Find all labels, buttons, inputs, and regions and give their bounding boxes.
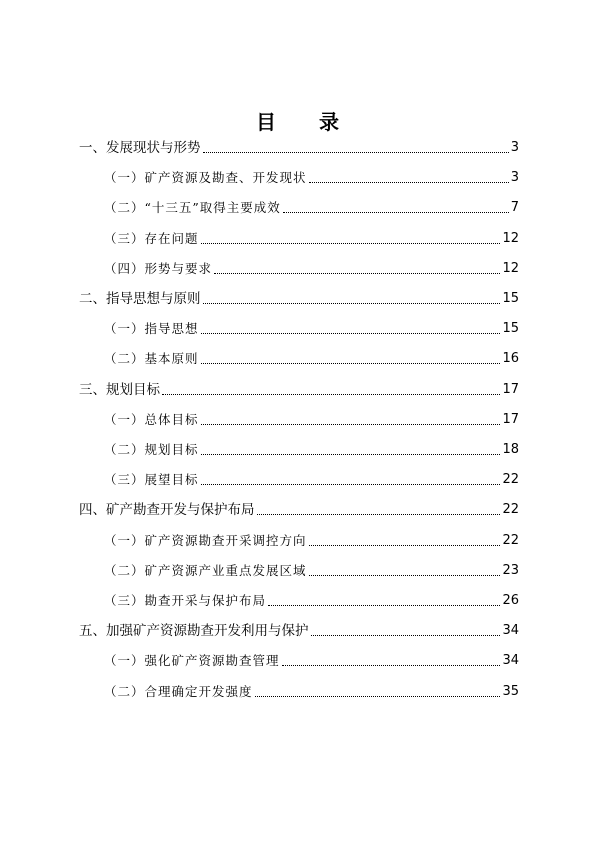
toc-page-number: 34: [502, 623, 519, 639]
toc-entry-title: （二）合理确定开发强度: [104, 683, 253, 699]
toc-page-number: 17: [502, 411, 519, 427]
toc-dot-leader: [201, 363, 501, 364]
toc-dot-leader: [162, 394, 500, 395]
toc-entry-title: 一、发展现状与形势: [79, 140, 201, 156]
toc-page-number: 34: [502, 653, 519, 669]
toc-dot-leader: [309, 182, 509, 183]
toc-subsection-entry[interactable]: [104, 168, 519, 188]
toc-dot-leader: [268, 605, 500, 606]
toc-page-number: 18: [502, 442, 519, 457]
toc-page-number: 7: [510, 200, 519, 216]
toc-entry-title: 二、指导思想与原则: [79, 291, 201, 307]
toc-page-number: 16: [502, 351, 519, 367]
toc-page-number: 15: [502, 321, 519, 337]
toc-entry-title: （三）存在问题: [104, 230, 199, 246]
page-title: 目 录: [256, 110, 357, 134]
toc-entry-title: （一）矿产资源勘查开采调控方向: [104, 532, 307, 548]
toc-entry-title: 五、加强矿产资源勘查开发利用与保护: [79, 623, 309, 640]
toc-section-entry[interactable]: [79, 500, 519, 520]
toc-subsection-entry[interactable]: [104, 682, 519, 702]
toc-subsection-entry[interactable]: [104, 229, 519, 249]
toc-subsection-entry[interactable]: [104, 440, 519, 460]
toc-section-entry[interactable]: [79, 621, 519, 641]
toc-subsection-entry[interactable]: [104, 591, 519, 611]
toc-entry-title: （一）强化矿产资源勘查管理: [104, 653, 280, 669]
toc-dot-leader: [309, 575, 501, 576]
toc-subsection-entry[interactable]: [104, 470, 519, 490]
toc-entry-title: （四）形势与要求: [104, 260, 213, 276]
toc-entry-title: 三、规划目标: [79, 381, 160, 398]
toc-page-number: 12: [502, 230, 519, 246]
toc-entry-title: （三）展望目标: [104, 472, 199, 488]
toc-subsection-entry[interactable]: [104, 410, 519, 430]
toc-entry-title: （三）勘查开采与保护布局: [104, 593, 267, 608]
toc-page-number: 15: [502, 291, 519, 306]
toc-dot-leader: [201, 484, 501, 485]
toc-dot-leader: [201, 333, 501, 334]
toc-page-number: 3: [510, 140, 519, 155]
toc-subsection-entry[interactable]: [104, 349, 519, 369]
toc-subsection-entry[interactable]: [104, 531, 519, 551]
toc-page-number: 23: [502, 562, 519, 578]
toc-entry-title: （一）矿产资源及勘查、开发现状: [104, 170, 307, 186]
toc-entry-title: （二）矿产资源产业重点发展区域: [104, 562, 307, 578]
toc-section-entry[interactable]: [79, 138, 519, 158]
toc-entry-title: （二）“十三五”取得主要成效: [104, 200, 281, 216]
toc-page-number: 22: [502, 502, 519, 518]
toc-dot-leader: [257, 514, 501, 515]
toc-entry-title: （二）规划目标: [104, 442, 199, 457]
toc-entry-title: （一）总体目标: [104, 411, 199, 427]
toc-subsection-entry[interactable]: [104, 651, 519, 671]
toc-dot-leader: [311, 635, 501, 636]
toc-entry-title: （二）基本原则: [104, 351, 199, 367]
toc-subsection-entry[interactable]: [104, 319, 519, 339]
toc-section-entry[interactable]: [79, 380, 519, 400]
toc-subsection-entry[interactable]: [104, 259, 519, 279]
toc-page-number: 3: [510, 170, 519, 186]
toc-dot-leader: [201, 454, 501, 455]
toc-entry-title: 四、矿产勘查开发与保护布局: [79, 502, 255, 519]
toc-dot-leader: [201, 424, 501, 425]
toc-dot-leader: [203, 303, 501, 304]
toc-page-number: 26: [502, 593, 519, 608]
toc-dot-leader: [282, 665, 501, 666]
toc-dot-leader: [309, 545, 501, 546]
toc-page-number: 22: [502, 472, 519, 488]
toc-page-number: 12: [502, 260, 519, 276]
toc-entry-title: （一）指导思想: [104, 321, 199, 337]
toc-page-number: 22: [502, 532, 519, 548]
toc-page-number: 17: [502, 381, 519, 397]
toc-dot-leader: [283, 212, 509, 213]
toc-section-entry[interactable]: [79, 289, 519, 309]
toc-subsection-entry[interactable]: [104, 561, 519, 581]
toc-subsection-entry[interactable]: [104, 198, 519, 218]
toc-dot-leader: [201, 243, 501, 244]
toc-dot-leader: [214, 273, 500, 274]
toc-dot-leader: [203, 152, 509, 153]
toc-page-number: 35: [502, 683, 519, 699]
toc-dot-leader: [255, 696, 501, 697]
